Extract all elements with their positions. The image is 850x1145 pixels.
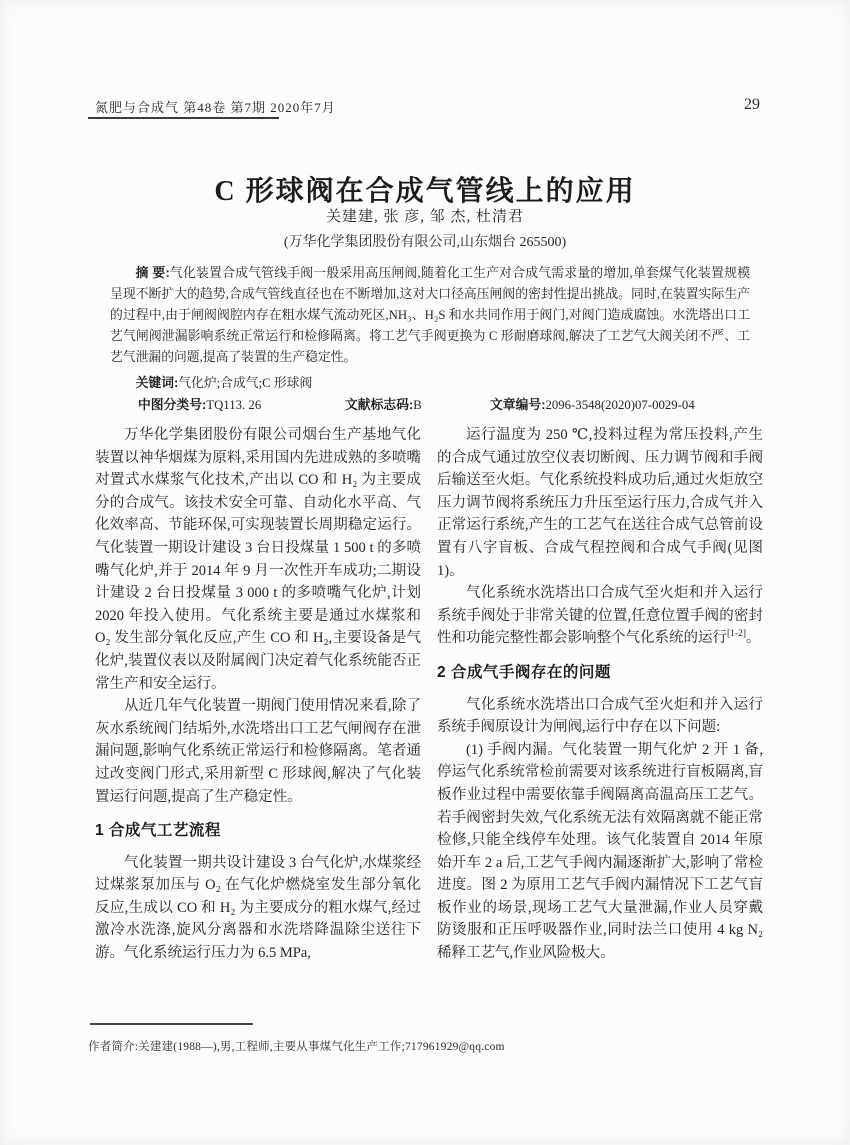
keywords-row <box>110 372 750 394</box>
journal-header-info: 氮肥与合成气 第48卷 第7期 2020年7月 <box>95 100 336 115</box>
citation-reference: [1-2] <box>727 629 746 640</box>
document-code <box>345 394 422 413</box>
abstract-label: 摘 要: <box>135 265 170 280</box>
paragraph-text: 气化系统水洗塔出口合成气至火炬和并入运行系统手阀处于非常关键的位置,任意位置手阀的密封性和功能完整性都会影响整个气化系统的运行 <box>437 585 763 647</box>
paragraph: (1) 手阀内漏。气化装置一期气化炉 2 开 1 备,停运气化系统常检前需要对该系统进行盲板隔离,盲板作业过程中需要依靠手阀隔离高温高压工艺气。若手阀密封失效,气化系统无法有效隔离就不能正常检修,只能全线停车处理。该气化装置自 2014 年原始开车 2 a 后,工艺气手阀内漏逐渐扩大,影响了常检进度。图 2 为原用工艺气手阀内漏情况下工艺气盲板作业的场景,现场工艺气大量泄漏,作业人员穿戴防烫服和正压呼吸器作业,同时法兰口使用 4 kg N₂ 稀释工艺气,作业风险极大。 <box>437 741 763 962</box>
header-underline <box>88 117 279 119</box>
abstract-block <box>110 262 750 368</box>
page-number: 29 <box>744 96 760 113</box>
paragraph: 万华化学集团股份有限公司烟台生产基地气化装置以神华烟煤为原料,采用国内先进成熟的多喷嘴对置式水煤浆气化技术,产出以 CO 和 H₂ 为主要成分的合成气。该技术安全可靠、自动化水平高、气化效率高、节能环保,可实现装置长周期稳定运行。气化装置一期设计建设 3 台日投煤量 1 500 t 的多喷嘴气化炉,并于 2014 年 9 月一次性开车成功;二期设计建设 2 台日投煤量 3 000 t 的多喷嘴气化炉,计划 2020 年投入使用。气化系统主要是通过水煤浆和 O₂ 发生部分氧化反应,产生 CO 和 H₂,主要设备是气化炉,装置仪表以及附属阀门决定着气化系统能否正常生产和安全运行。 <box>95 427 421 692</box>
article-authors: 关建建, 张 彦, 邹 杰, 杜清君 <box>325 209 524 225</box>
doc-code-label: 文献标志码: <box>345 397 414 412</box>
abstract-paragraph <box>110 262 750 368</box>
clc-label: 中图分类号: <box>138 397 207 412</box>
paragraph: 气化装置一期共设计建设 3 台气化炉,水煤浆经过煤浆泵加压与 O₂ 在气化炉燃烧室发生部分氧化反应,生成以 CO 和 H₂ 为主要成分的粗水煤气,经过激冷水洗涤,旋风分离器和水洗塔降温除尘送往下游。气化系统运行压力为 6.5 MPa, <box>95 854 421 962</box>
abstract-text: 气化装置合成气管线手阀一般采用高压闸阀,随着化工生产对合成气需求量的增加,单套煤气化装置规模呈现不断扩大的趋势,合成气管线直径也在不断增加,这对大口径高压闸阀的密封性提出挑战。同时,在装置实际生产的过程中,由于闸阀阀腔内存在粗水煤气流动死区,NH₃、H₂S 和水共同作用于阀门,对阀门造成腐蚀。水洗塔出口工艺气闸阀泄漏影响系统正常运行和检修隔离。将工艺气手阀更换为 C 形耐磨球阀,解决了工艺气大阀关闭不严、工艺气泄漏的问题,提高了装置的生产稳定性。 <box>110 266 750 364</box>
clc-number <box>138 394 261 413</box>
paragraph: 气化系统水洗塔出口合成气至火炬和并入运行系统手阀原设计为闸阀,运行中存在以下问题: <box>437 696 763 736</box>
paragraph: 从近几年气化装置一期阀门使用情况来看,除了灰水系统阀门结垢外,水洗塔出口工艺气闸阀存在泄漏问题,影响气化系统正常运行和检修隔离。笔者通过改变阀门形式,采用新型 C 形球阀,解决了气化装置运行问题,提高了生产稳定性。 <box>95 698 421 805</box>
article-id-label: 文章编号: <box>490 397 546 412</box>
article-affiliation: (万华化学集团股份有限公司,山东烟台 265500) <box>283 235 567 250</box>
clc-value: TQ113. 26 <box>206 398 262 412</box>
paragraph-text: 。 <box>746 630 761 647</box>
body-column-left <box>95 424 421 965</box>
section-heading-1: 1 合成气工艺流程 <box>95 822 221 840</box>
section-heading-2: 2 合成气手阀存在的问题 <box>437 663 611 681</box>
meta-row <box>110 394 750 415</box>
paragraph: 运行温度为 250 ℃,投料过程为常压投料,产生的合成气通过放空仪表切断阀、压力调节阀和手阀后输送至火炬。气化系统投料成功后,通过火炬放空压力调节阀将系统压力升压至运行压力,合成气并入正常运行系统,产生的工艺气在送往合成气总管前设置有八字盲板、合成气程控阀和合成气手阀(见图 1)。 <box>437 427 763 579</box>
article-id <box>490 394 695 413</box>
doc-code-value: B <box>413 398 422 412</box>
paragraph <box>437 582 763 650</box>
footnote-separator <box>90 1023 253 1025</box>
article-title: C 形球阀在合成气管线上的应用 <box>214 175 636 207</box>
article-id-value: 2096-3548(2020)07-0029-04 <box>545 398 695 412</box>
keywords-label: 关键词: <box>135 375 179 390</box>
keywords-text: 气化炉;合成气;C 形球阀 <box>178 376 313 390</box>
body-column-right <box>437 424 763 965</box>
author-bio-footnote: 作者简介:关建建(1988—),男,工程师,主要从事煤气化生产工作;717961929@qq.com <box>88 1041 505 1053</box>
